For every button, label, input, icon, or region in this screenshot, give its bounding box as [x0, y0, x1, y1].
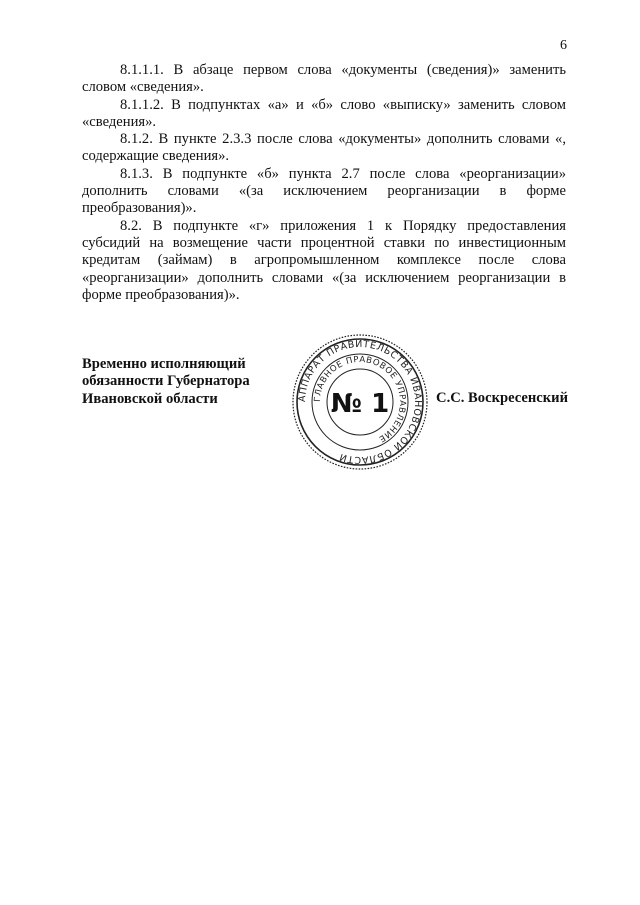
- seal-outer-text: АППАРАТ ПРАВИТЕЛЬСТВА ИВАНОВСКОЙ ОБЛАСТИ: [296, 338, 424, 466]
- signatory-title-line: Ивановской области: [82, 390, 218, 407]
- signature-block: [82, 338, 568, 466]
- page-number: 6: [560, 38, 567, 53]
- paragraph-8-1-3: 8.1.3. В подпункте «б» пункта 2.7 после слова «реорганизации» дополнить словами «(за исключением реорганизации в форме преобразования)».: [82, 165, 566, 217]
- signatory-title-line: Временно исполняющий: [82, 356, 246, 372]
- paragraph-8-1-1-2: 8.1.1.2. В подпунктах «а» и «б» слово «выписку» заменить словом «сведения».: [82, 96, 566, 130]
- document-body: [82, 62, 566, 304]
- signatory-title: [82, 356, 250, 408]
- seal-number: № 1: [330, 389, 390, 419]
- signatory-title-line: обязанности Губернатора: [82, 373, 250, 390]
- seal-inner-text: ГЛАВНОЕ ПРАВОВОЕ УПРАВЛЕНИЕ: [312, 354, 408, 444]
- signatory-name: С.С. Воскресенский: [436, 390, 568, 406]
- paragraph-8-1-1-1: 8.1.1.1. В абзаце первом слова «документы (сведения)» заменить словом «сведения».: [82, 62, 566, 96]
- official-seal: [290, 332, 430, 472]
- paragraph-8-2: 8.2. В подпункте «г» приложения 1 к Порядку предоставления субсидий на возмещение части процентной ставки по инвестиционным кредитам (займам) в агропромышленном комплексе после слова «реорганизации» дополнить словами «(за исключением реорганизации в форме преобразования)».: [82, 217, 566, 303]
- paragraph-8-1-2: 8.1.2. В пункте 2.3.3 после слова «документы» дополнить словами «, содержащие сведения».: [82, 131, 566, 165]
